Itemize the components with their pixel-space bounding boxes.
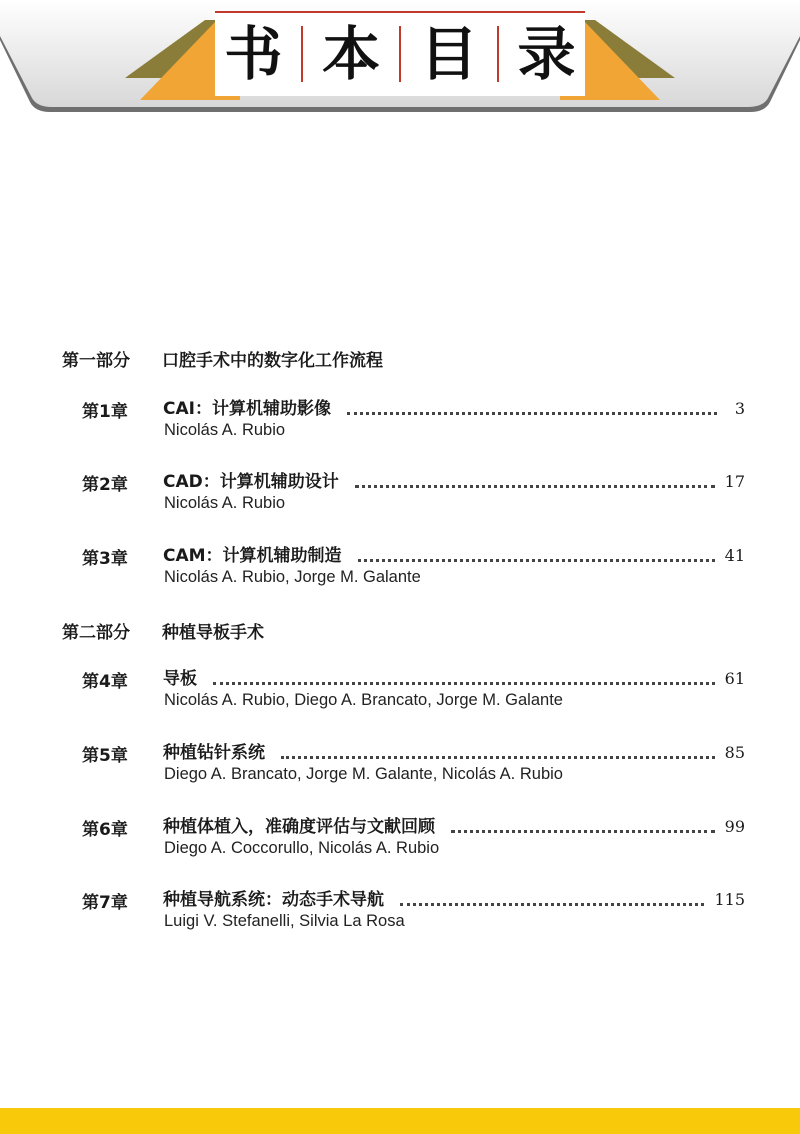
- chapter-number: 第7章: [82, 893, 128, 913]
- chapter-authors: Nicolás A. Rubio, Jorge M. Galante: [164, 568, 421, 586]
- page-number: 41: [724, 546, 745, 565]
- dot-leader: [451, 830, 715, 833]
- title-separator: [301, 26, 303, 82]
- chapter-number: 第4章: [82, 672, 128, 692]
- part-number: 第二部分: [62, 623, 130, 643]
- dot-leader: [400, 903, 704, 906]
- chapter-title: 种植导航系统：动态手术导航: [163, 890, 384, 910]
- chapter-number: 第6章: [82, 820, 128, 840]
- chapter-number: 第2章: [82, 475, 128, 495]
- toc-entry-chapter-4[interactable]: [0, 667, 800, 715]
- toc-entry-chapter-1[interactable]: [0, 397, 800, 445]
- page-number: 61: [724, 669, 745, 688]
- title-char: 目: [419, 20, 478, 88]
- page-number: 17: [724, 472, 745, 491]
- part-heading: [62, 346, 383, 371]
- part-title: 种植导板手术: [162, 623, 264, 643]
- chapter-title: CAM：计算机辅助制造: [163, 546, 342, 566]
- chapter-title: 导板: [163, 669, 197, 689]
- chapter-authors: Nicolás A. Rubio: [164, 494, 286, 512]
- toc-entry-chapter-5[interactable]: [0, 741, 800, 789]
- title-separator: [399, 26, 401, 82]
- title-char: 书: [224, 20, 283, 88]
- chapter-number: 第1章: [82, 402, 128, 422]
- part-number: 第一部分: [62, 351, 130, 371]
- chapter-number: 第3章: [82, 549, 128, 569]
- chapter-title: CAI：计算机辅助影像: [163, 399, 331, 419]
- chapter-authors: Nicolás A. Rubio: [164, 421, 286, 439]
- chapter-authors: Nicolás A. Rubio, Diego A. Brancato, Jorge M. Galante: [164, 691, 563, 709]
- dot-leader: [347, 412, 717, 415]
- chapter-title: 种植钻针系统: [163, 743, 265, 763]
- part-heading: [62, 618, 264, 643]
- chapter-title: CAD：计算机辅助设计: [163, 472, 339, 492]
- chapter-authors: Luigi V. Stefanelli, Silvia La Rosa: [164, 912, 405, 930]
- part-title: 口腔手术中的数字化工作流程: [162, 351, 383, 371]
- toc-entry-chapter-2[interactable]: [0, 470, 800, 518]
- toc-entry-chapter-6[interactable]: [0, 815, 800, 863]
- chapter-number: 第5章: [82, 746, 128, 766]
- title-separator: [497, 26, 499, 82]
- toc-entry-chapter-3[interactable]: [0, 544, 800, 592]
- header-banner: [0, 0, 800, 118]
- title-char: 本: [322, 20, 381, 88]
- page-title: [215, 14, 585, 94]
- title-char: 录: [517, 20, 576, 88]
- page-number: 99: [724, 817, 745, 836]
- page-number: 85: [724, 743, 745, 762]
- footer-bar: [0, 1108, 800, 1134]
- chapter-authors: Diego A. Brancato, Jorge M. Galante, Nicolás A. Rubio: [164, 765, 563, 783]
- dot-leader: [358, 559, 715, 562]
- dot-leader: [213, 682, 715, 685]
- page-number: 3: [734, 399, 745, 418]
- dot-leader: [281, 756, 715, 759]
- chapter-title: 种植体植入，准确度评估与文献回顾: [163, 817, 435, 837]
- toc-entry-chapter-7[interactable]: [0, 888, 800, 936]
- dot-leader: [355, 485, 715, 488]
- chapter-authors: Diego A. Coccorullo, Nicolás A. Rubio: [164, 839, 440, 857]
- page-number: 115: [714, 890, 745, 909]
